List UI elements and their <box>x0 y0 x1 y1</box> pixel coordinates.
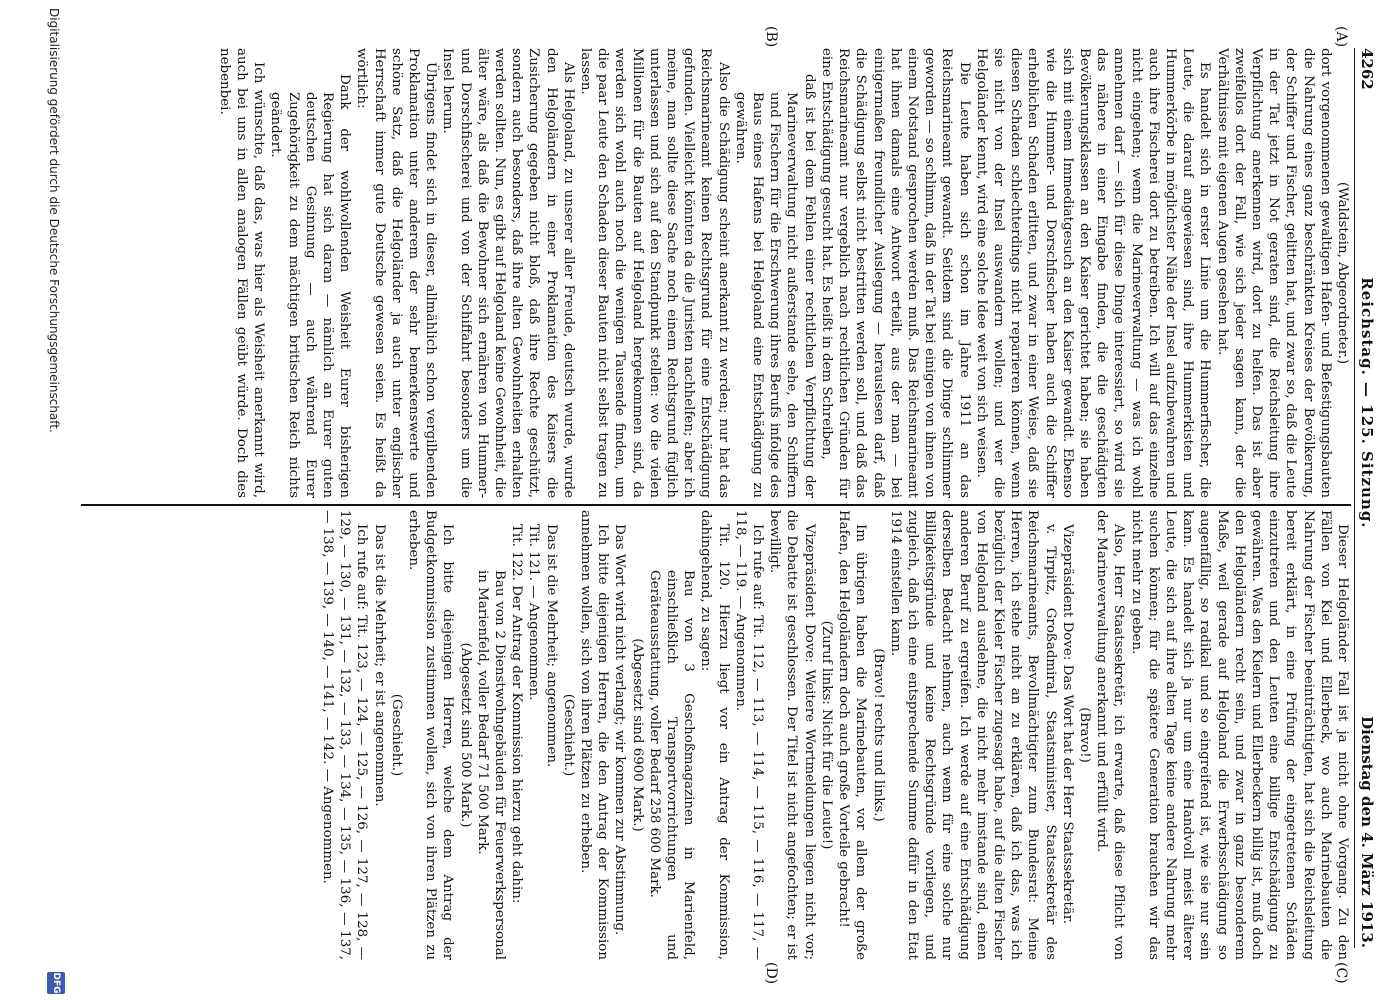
vice-president-remark: Vizepräsident Dove: Weitere Wortmeldungen liegen nicht vor; die Debatte ist geschlossen. Der Titel ist nicht angefochten; er ist bewilligt. <box>767 510 817 960</box>
quotation: daß ist bei dem Fehlen einer rechtlichen Verpflichtung der Marineverwaltung nicht außerstande sehe, den Schiffern und Fischern für die Erschwerung ihres Berufs infolge des Baus eines Hafens bei Helgoland eine Entschädigung zu gewähren. <box>732 74 817 498</box>
session-date: Dienstag den 4. März 1913. <box>1358 716 1376 948</box>
interjection: (Zuruf links: Nicht für die Leute!) <box>818 620 834 850</box>
paragraph: Also die Schädigung scheint anerkannt zu werden; nur hat das Reichsmarineamt keinen Rechtsgrund für eine Entschädigung gefunden. Vielleicht könnten da die Juristen nachhelfen; aber ich meine, man sollte diese Sache noch einem Rechtsgrund füglich unterlassen und sich auf den Standpunkt stellen: wo die vielen Millionen für die Bauten auf Helgoland hergekommen sind, da werden sich wohl auch noch die wenigen Tausende finden, um die paar Leute den Schaden dieser Bauten nicht selbst tragen zu lassen. <box>578 48 731 498</box>
procedural-note: (Geschieht.) <box>388 693 404 777</box>
paragraph: Das ist die Mehrheit; angenommen. <box>543 524 559 768</box>
budget-item: Bau von 3 Geschoßmagazinen in Marienfeld, einschließlich Transportvorrichtungen und Geräteausstattung, voller Bedarf 258 600 Mark. <box>646 570 697 960</box>
paragraph: Ich wünschte, daß das, was hier als Weisheit anerkannt wird, auch bei uns in allen analogen Fällen geübt würde. Doch dies nebenbei. <box>216 48 267 498</box>
vice-president-remark: Vizepräsident Dove: Das Wort hat der Herr Staatssekretär. <box>1059 524 1075 925</box>
deduction-note: (Abgesetzt sind 500 Mark.) <box>457 642 473 828</box>
quotation: Dank der wohlwollenden Weisheit Eurer bisherigen Regierung hat sich daran — nämlich an Eurer guten deutschen Gesinnung — auch während Eurer Zugehörigkeit zu dem mächtigen britischen Reich nichts geändert. <box>268 74 353 498</box>
paragraph: Übrigens findet sich in dieser, allmählich schon vergilbenden Proklamation unter anderem der sehr bemerkenswerte und schöne Satz, daß die Helgoländer ja auch unter englischer Herrschaft immer gute Deutsche gewesen seien. Es heißt da wörtlich: <box>354 48 439 498</box>
paragraph: Die Leute haben sich schon im Jahre 1911 an das Reichsmarineamt gewandt. Seitdem sind die Dinge schlimmer geworden — so schlimm, daß in der Tat bei einigen von ihnen von einem Notstand gesprochen werden muß. Das Reichsmarineamt hat ihnen damals eine Antwort erteilt, aus der man — bei einigermaßen freundlicher Auslegung — herauslesen darf, daß die Schädigung selbst nicht bestritten werden soll, und daß das Reichsmarineamt nur vergeblich nach rechtlichen Gründen für eine Entschädigung gesucht hat. Es heißt in dem Schreiben, <box>818 48 972 498</box>
paragraph: Also, Herr Staatssekretär, ich erwarte, daß diese Pflicht von der Marineverwaltung anerkannt und erfüllt wird. <box>1094 510 1127 960</box>
tirpitz-speech: v. Tirpitz, Großadmiral, Staatsminister, Staatssekretär des Reichsmarineamts, Bevollmächtigter zum Bundesrat: Meine Herren, ich stehe nicht an zu erklären, daß ich das, was ich bezüglich der Kieler Fischer zugesagt habe, auf die alten Fischer von Helgoland ausdehne, die nicht mehr imstande sind, einen anderen Beruf zu ergreifen. Ich werde auf eine Entschädigung derselben Bedacht nehmen, auch wenn für eine solche nur Billigkeitsgründe und keine Rechtsgründe vorliegen, und zugleich, daß ich eine entsprechende Summe dafür in den Etat 1914 einstellen kann. <box>887 510 1058 960</box>
title-entry: Tit. 122. Der Antrag der Kommission hierzu geht dahin: <box>509 524 525 904</box>
paragraph: Das Wort wird nicht verlangt; wir kommen zur Abstimmung. <box>612 524 628 936</box>
paragraph: Als Helgoland, zu unserer aller Freude, deutsch wurde, wurde den Helgoländern in einer Proklamation des Kaisers die Zusicherung gegeben nicht bloß, daß ihre Rechte geschützt, sondern auch besonders, daß ihre alten Gewohnheiten erhalten werden sollten. Nun, es gibt auf Helgoland keine Gewohnheit, die älter wäre, als daß die Bewohner sich ernähren von Hummer- und Dorschfischerei und von der Schiffahrt besonders um die Insel herum. <box>440 48 576 498</box>
titles-called: Ich rufe auf: Tit. 123, — 124, — 125, — 126, — 127, — 128, — 129, — 130, — 131, — 132, — 133, — 134, — 135, — 136, — 137, — 138, — 139, — 140, — 141, — 142. — Angenommen. <box>320 510 370 960</box>
paragraph: Ich bitte diejenigen Herren, welche dem Antrag der Budgetkommission zustimmen wollen, sich von ihren Plätzen zu erheben. <box>406 510 456 960</box>
deduction-note: (Abgesetzt sind 6900 Mark.) <box>629 638 645 832</box>
applause: (Bravo! rechts und links.) <box>870 648 886 822</box>
dfg-logo: DFG <box>47 972 65 994</box>
paragraph: Dieser Helgoländer Fall ist ja nicht ohne Vorgang. Zu den Fällen von Kiel und Ellerbeck, wo auch Marinebauten die Nahrung der Fischer beeinträchtigten, hat sich die Reichsleitung bereit erklärt, in eine Prüfung der eingetretenen Schäden einzutreten und den Leuten eine billige Entschädigung zu gewähren. Was den Kielern und Ellerbeckern billig ist, muß doch den Helgoländern recht sein, und zwar in ganz besonderem Maße, weil gerade auf Helgoland die Erwerbsschädigung so augenfällig, so radikal und so eingreifend ist, wie sie nur sein kann. Es handelt sich ja nur um eine Handvoll meist älterer Leute, die sich auf ihre alten Tage keine andere Nahrung mehr suchen können; für die spätere Generation brauchen wir das nicht mehr zu geben. <box>1128 510 1350 960</box>
titles-called: Ich rufe auf: Tit. 112, — 113, — 114, — 115, — 116, — 117, — 118, — 119. — Angenommen. <box>732 510 766 960</box>
session-title: Reichstag. — 125. Sitzung. <box>1358 277 1376 529</box>
title-entry: Tit. 121. — Angenommen. <box>526 524 542 701</box>
margin-marker-a: (A) <box>1333 26 1349 48</box>
speaker-label: (Waldstein, Abgeordneter.) <box>1335 181 1350 365</box>
right-column <box>81 510 1351 960</box>
left-column <box>81 48 1351 498</box>
margin-marker-b: (B) <box>763 26 779 48</box>
procedural-note: (Geschieht.) <box>560 693 576 777</box>
footer-text: Digitalisierung gefördert durch die Deutsche Forschungsgemeinschaft. <box>47 8 61 433</box>
paragraph: Ich bitte diejenigen Herren, die den Antrag der Kommission annehmen wollen, sich von ihren Plätzen zu erheben. <box>578 510 611 960</box>
paragraph: Das ist die Mehrheit; er ist angenommen. <box>371 524 387 807</box>
margin-marker-d: (D) <box>763 962 779 985</box>
page-header <box>1354 48 1379 948</box>
column-divider <box>81 504 1351 506</box>
applause: (Bravo!) <box>1076 707 1092 763</box>
budget-item: Bau von 2 Dienstwohngebäuden für Feuerwerkspersonal in Marienfeld, voller Bedarf 71 500 Mark. <box>474 570 508 960</box>
title-entry: Tit. 120. Hierzu liegt vor ein Antrag der Kommission, dahingehend, zu sagen: <box>698 510 731 960</box>
margin-marker-c: (C) <box>1333 962 1349 984</box>
digitization-footer <box>35 0 75 1000</box>
tirpitz-speech: Im übrigen haben die Marinebauten, vor allem der große Hafen, den Helgoländern doch auch große Vorteile gebracht! <box>836 510 869 960</box>
page-number: 4262 <box>1358 48 1376 90</box>
paragraph: dort vorgenommenen gewaltigen Hafen- und Befestigungsbauten die Nahrung eines ganz beschränkten Kreises der Bevölkerung, der Schiffer und Fischer, gelitten hat, und zwar so, daß die Leute in der Tat jetzt in Not geraten sind, die Reichsleitung ihre Verpflichtung anerkennen wird, dort zu helfen. Das ist aber zweifellos dort der Fall, wie sich jeder sagen kann, der die Verhältnisse mit eigenen Augen gesehen hat. <box>1214 48 1333 498</box>
paragraph: Es handelt sich in erster Linie um die Hummerfischer, die Leute, die darauf angewiesen sind, ihre Hummerkisten und Hummerkörbe in möglichster Nähe der Insel aufzubewahren und auch ihre Fischerei dort zu betreiben. Ich will auf das einzelne nicht eingehen; wenn die Marineverwaltung — was ich wohl annehmen darf — sich für diese Dinge interessiert, so wird sie das nähere in einer Eingabe finden, die die geschädigten Bevölkerungsklassen an den Kaiser gerichtet haben; sie haben sich mit einem Immediatgesuch an den Kaiser gewandt. Ebenso wie die Hummer- und Dorschfischer haben auch die Schiffer erheblichen Schaden erlitten, und zwar in einer Weise, daß sie diesen Schaden schlechterdings nicht reparieren können, wenn sie nicht von der Insel auswandern wollen; und wer die Helgoländer kennt, wird eine solche Idee weit von sich weisen. <box>973 48 1213 498</box>
